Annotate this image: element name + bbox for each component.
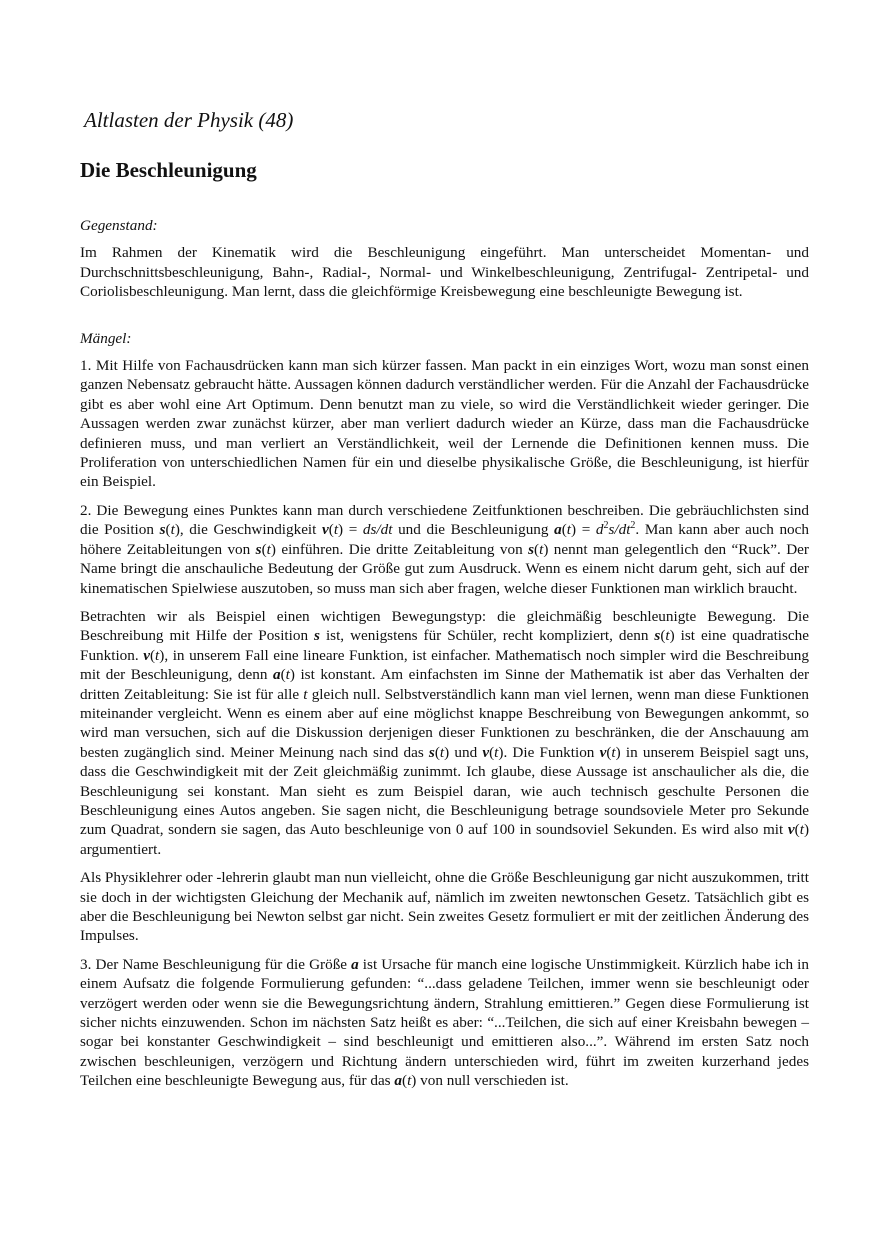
- paragraph-4: Als Physiklehrer oder -lehrerin glaubt man nun vielleicht, ohne die Größe Beschleunigung gar nicht auszukommen, tritt sie doch in der wichtigsten Gleichung der Mechanik auf, nämlich im zweiten newtonschen Gesetz. Tatsächlich gibt es aber die Beschleunigung bei Newton selbst gar nicht. Sein zweites Gesetz formuliert er mit der zeitlichen Änderung des Impulses.: [80, 869, 809, 945]
- paragraph-1: 1. Mit Hilfe von Fachausdrücken kann man sich kürzer fassen. Man packt in ein einziges Wort, wozu man sonst einen ganzen Nebensatz gebraucht hätte. Aussagen können dadurch verständlicher werden. Für die Anzahl der Fachausdrücke gibt es aber wohl eine Art Optimum. Denn benutzt man zu viele, so wird die Verständlichkeit wieder geringer. Die Aussagen werden zwar zunächst kürzer, aber man verliert dadurch wieder an Kürze, dass man die Fachausdrücke definieren muss, und man verliert an Verständlichkeit, weil der Lernende die Definitionen kennen muss. Die Proliferation von unterschiedlichen Namen für ein und dieselbe physikalische Größe, die Beschleunigung, ist hierfür ein Beispiel.: [80, 357, 809, 491]
- article-body: [80, 216, 809, 1100]
- section-heading-gegenstand: Gegenstand:: [80, 217, 158, 234]
- paragraph-3: Betrachten wir als Beispiel einen wichtigen Bewegungstyp: die gleichmäßig beschleunigte Bewegung. Die Beschreibung mit Hilfe der Position s ist, wenigstens für Schüler, recht kompliziert, denn s(t) ist eine quadratische Funktion. v(t), in unserem Fall eine lineare Funktion, ist einfacher. Mathematisch noch simpler wird die Beschreibung mit der Beschleunigung, denn a(t) ist konstant. Am einfachsten im Sinne der Mathematik ist aber das Verhalten der dritten Zeitableitung: Sie ist für alle t gleich null. Selbstverständlich kann man viel lernen, wenn man diese Funktionen miteinander vergleicht. Wenn es einem aber auf eine möglichst knappe Beschreibung von Bewegungen ankommt, so wird man versuchen, sich auf die Diskussion derjenigen dieser Funktionen zu beschränken, die der Anschauung am besten zugänglich sind. Meiner Meinung nach sind das s(t) und v(t). Die Funktion v(t) in unserem Beispiel sagt uns, dass die Geschwindigkeit mit der Zeit gleichmäßig zunimmt. Ich glaube, diese Aussage ist anschaulicher als die, die Beschleunigung sei konstant. Man sieht es zum Beispiel daran, wie auch technisch geschulte Personen die Beschleunigung eines Autos angeben. Sie sagen nicht, die Beschleunigung betrage soundsoviele Meter pro Sekunde zum Quadrat, sondern sie sagen, das Auto beschleunige von 0 auf 100 in soundsoviel Sekunden. Es wird also mit v(t) argumentiert.: [80, 607, 810, 858]
- series-title: Altlasten der Physik (48): [84, 108, 294, 132]
- paragraph-gegenstand: Im Rahmen der Kinematik wird die Beschleunigung eingeführt. Man unterscheidet Momentan- und Durchschnittsbeschleunigung, Bahn-, Radial-, Normal- und Winkelbeschleunigung, Zentrifugal- Zentripetal- und Coriolisbeschleunigung. Man lernt, dass die gleichförmige Kreisbewegung eine beschleunigte Bewegung ist.: [80, 244, 809, 301]
- article-title: Die Beschleunigung: [80, 158, 257, 182]
- section-heading-maengel: Mängel:: [80, 329, 132, 347]
- paragraph-2: 2. Die Bewegung eines Punktes kann man durch verschiedene Zeitfunktionen beschreiben. Die gebräuchlichsten sind die Position s(t), die Geschwindigkeit v(t) = ds/dt und die Beschleunigung $a(t) = d^2s/dt^2$. Man kann aber auch noch höhere Zeitableitungen von s(t) einführen. Die dritte Zeitableitung von s(t) nennt man gelegentlich den “Ruck”. Der Name bringt die anschauliche Bedeutung der Größe gut zum Ausdruck. Wenn es einem nicht darum geht, sich auf der kinematischen Spielwiese auszutoben, so muss man sich aber fragen, welche dieser Funktionen man wirklich braucht.: [80, 501, 809, 597]
- paragraph-5: 3. Der Name Beschleunigung für die Größe a ist Ursache für manch eine logische Unstimmigkeit. Kürzlich habe ich in einem Aufsatz die folgende Formulierung gefunden: “...dass geladene Teilchen, immer wenn sie beschleunigt oder verzögert werden oder wenn sie die Bewegungsrichtung ändern, Strahlung emittieren.” Gegen diese Formulierung ist sicher nichts einzuwenden. Schon im nächsten Satz heißt es aber: “...Teilchen, die sich auf einer Kreisbahn bewegen – sogar bei konstanter Geschwindigkeit – sind beschleunigt und emittieren also...”. Während im ersten Satz noch zwischen beschleunigen, verzögern und Richtung ändern unterschieden wird, führt im zweiten kurzerhand jedes Teilchen eine beschleunigte Bewegung aus, für das a(t) von null verschieden ist.: [80, 955, 809, 1090]
- section-gap: [80, 311, 809, 329]
